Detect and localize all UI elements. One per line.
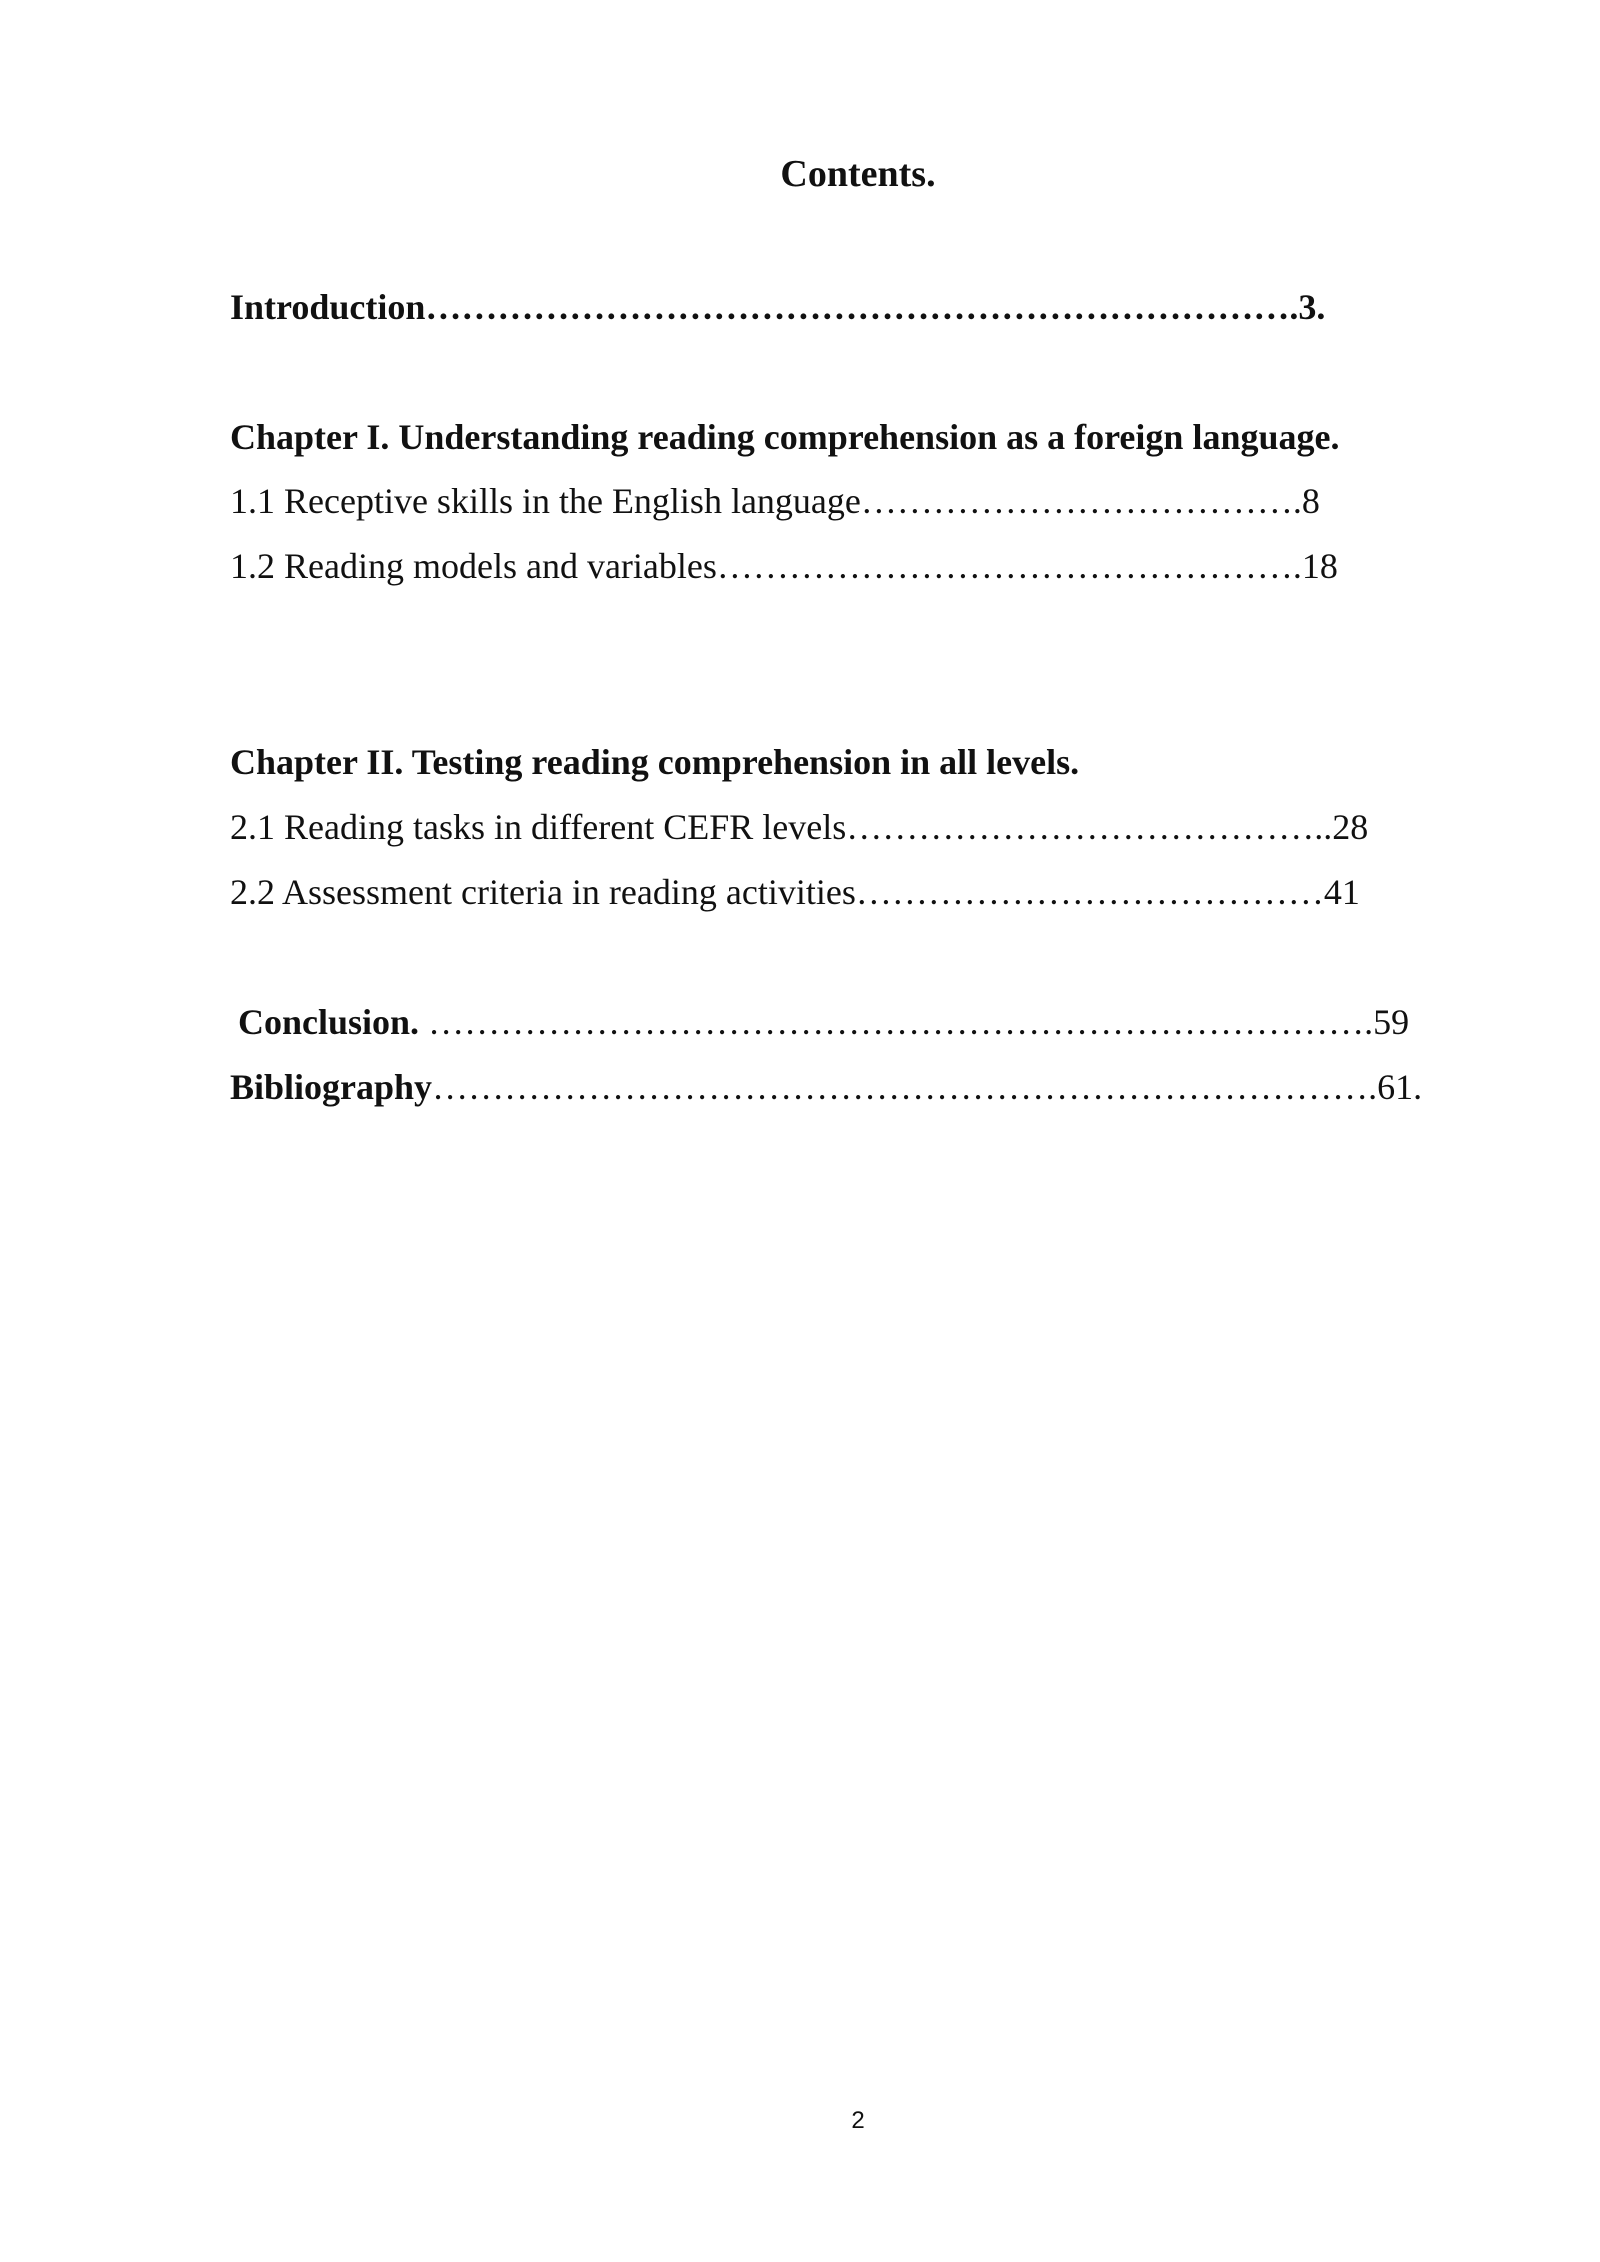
toc-chapter-2-heading: Chapter II. Testing reading comprehension in all levels. [230,742,1080,782]
toc-entry-bibliography-label: Bibliography [230,1067,433,1107]
toc-entry-conclusion-label: Conclusion. [238,1002,420,1042]
toc-entry-2-1: 2.1 Reading tasks in different CEFR levels…………………………………..28 [230,807,1369,847]
contents-title: Contents. [780,153,936,195]
toc-entry-conclusion [238,999,1409,1045]
toc-entry-conclusion-leader: …………………………………………………………………….59 [419,1002,1410,1042]
page-number: 2 [851,2107,865,2134]
toc-entry-bibliography-leader: …………………………………………………………………….61. [432,1067,1423,1107]
toc-entry-bibliography [230,1064,1422,1110]
toc-entry-1-1: 1.1 Receptive skills in the English language……………………………….8 [230,481,1320,521]
toc-entry-2-2: 2.2 Assessment criteria in reading activities…………………………………41 [230,872,1360,912]
toc-entry-introduction: Introduction……………………………………………………………….3. [230,287,1326,327]
toc-entry-1-2: 1.2 Reading models and variables………………………………………….18 [230,546,1338,586]
toc-chapter-1-heading: Chapter I. Understanding reading comprehension as a foreign language. [230,417,1340,457]
